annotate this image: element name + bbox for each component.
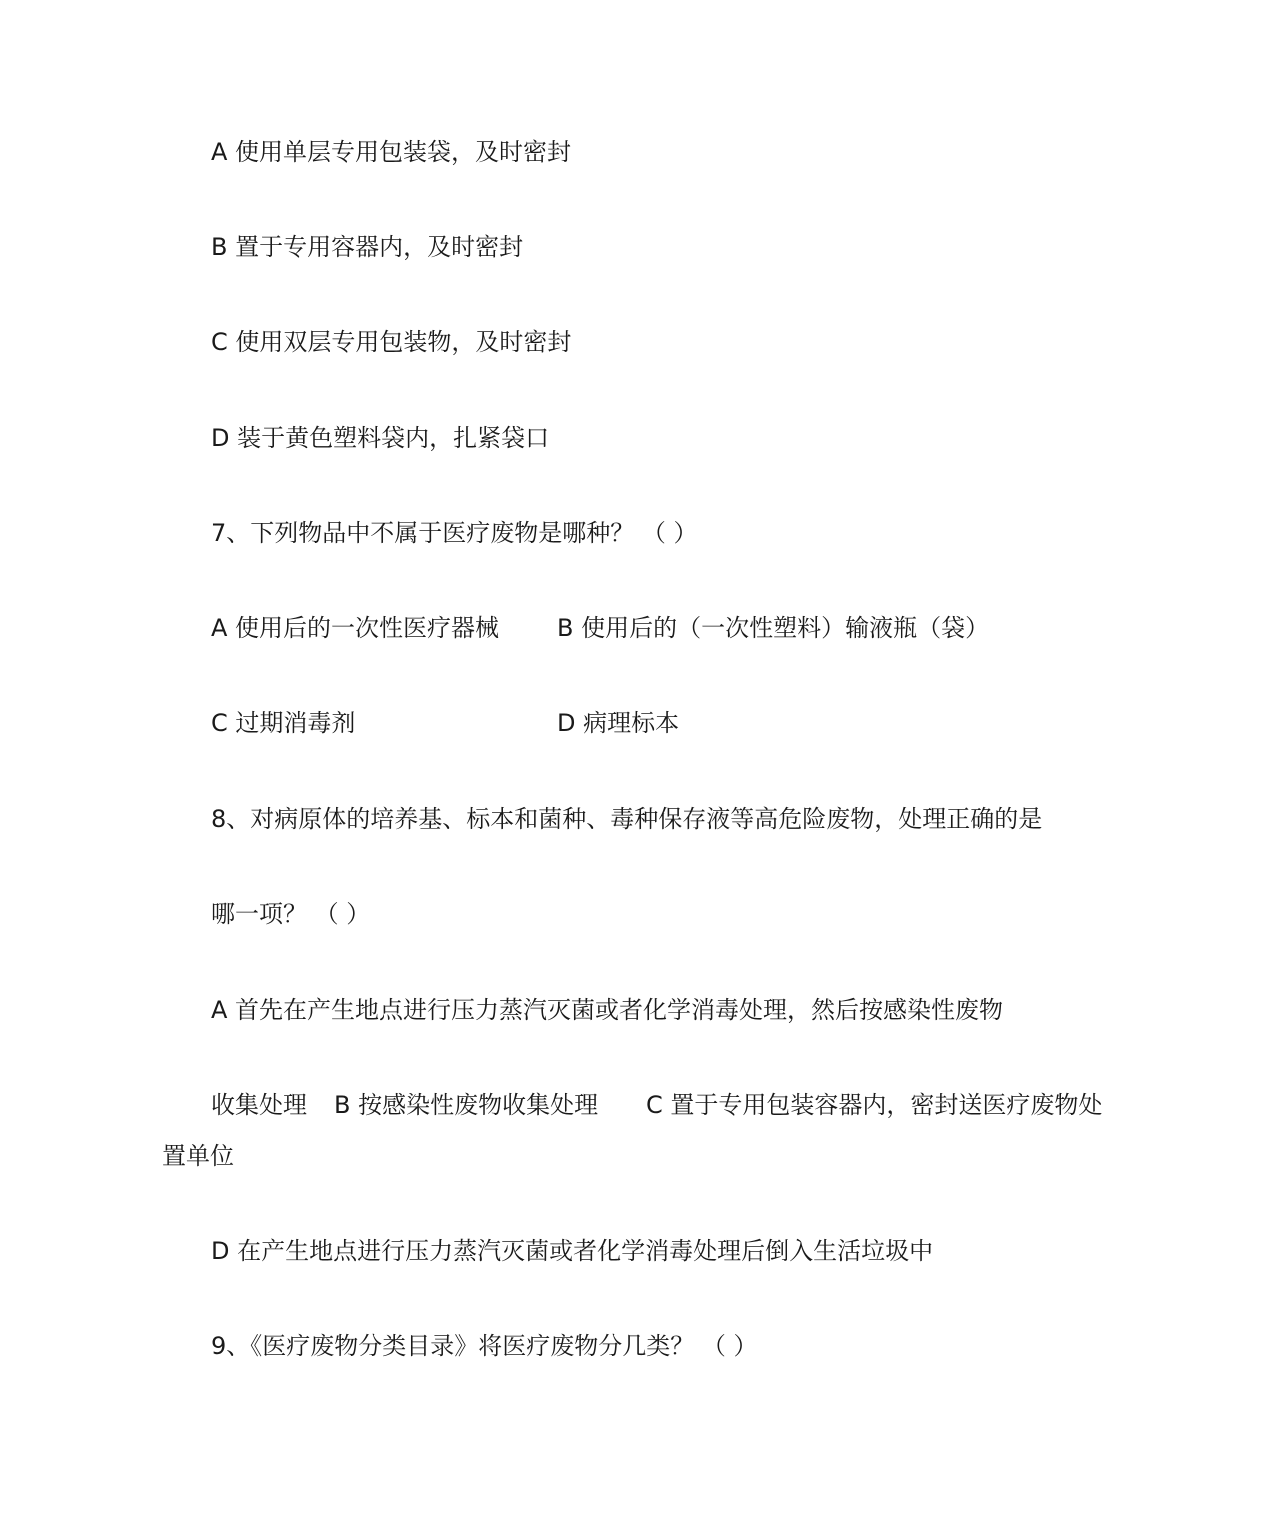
q8-option-b: B 按感染性废物收集处理 [334, 1091, 599, 1119]
q8-question-text-2: 哪一项？ （ ） [211, 900, 371, 928]
q6-option-b-text: B 置于专用容器内，及时密封 [211, 233, 524, 261]
q7-option-c: C 过期消毒剂 [211, 709, 356, 737]
q8-option-a-text-2: 收集处理 [211, 1091, 307, 1119]
q8-question-text-1: 8、对病原体的培养基、标本和菌种、毒种保存液等高危险废物，处理正确的是 [211, 805, 1043, 833]
q7-option-d: D 病理标本 [557, 709, 680, 737]
q8-option-a-text-1: A 首先在产生地点进行压力蒸汽灭菌或者化学消毒处理，然后按感染性废物 [211, 996, 1004, 1024]
q6-option-c-text: C 使用双层专用包装物，及时密封 [211, 328, 572, 356]
q6-option-a-text: A 使用单层专用包装袋，及时密封 [211, 138, 572, 166]
q8-option-c-text-1: C 置于专用包装容器内，密封送医疗废物处 [646, 1091, 1103, 1119]
q6-option-d-text: D 装于黄色塑料袋内，扎紧袋口 [211, 424, 550, 452]
q9-question-text: 9、《医疗废物分类目录》将医疗废物分几类？ （ ） [211, 1332, 758, 1360]
q7-question-text: 7、下列物品中不属于医疗废物是哪种？ （ ） [211, 519, 698, 547]
q8-option-c-text-2: 置单位 [162, 1142, 234, 1170]
q7-option-b: B 使用后的（一次性塑料）输液瓶（袋） [557, 614, 990, 642]
q7-option-a: A 使用后的一次性医疗器械 [211, 614, 500, 642]
q8-option-d-text: D 在产生地点进行压力蒸汽灭菌或者化学消毒处理后倒入生活垃圾中 [211, 1237, 934, 1265]
